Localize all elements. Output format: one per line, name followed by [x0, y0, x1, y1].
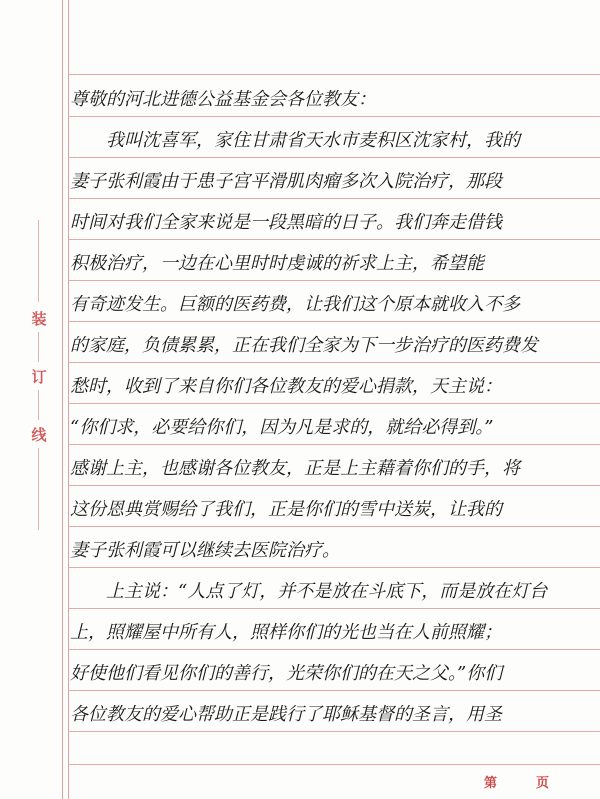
margin-rule-inner	[68, 0, 69, 799]
ruled-line	[68, 198, 600, 199]
ruled-line	[68, 74, 600, 75]
letter-salutation: 尊敬的河北进德公益基金会各位教友：	[70, 89, 376, 110]
letter-line: 的家庭，负债累累，正在我们全家为下一步治疗的医药费发	[70, 335, 538, 356]
binding-dash	[38, 220, 39, 302]
letter-quote: “你们求，必要给你们，因为凡是求的，就给必得到。”	[70, 417, 494, 438]
ruled-line	[68, 649, 600, 650]
letter-line: 好使他们看见你们的善行，光荣你们的在天之父。”你们	[70, 663, 503, 684]
binding-dash	[38, 448, 39, 530]
margin-rule-outer	[62, 0, 63, 799]
letter-line: 妻子张利霞可以继续去医院治疗。	[70, 540, 340, 561]
ruled-line	[68, 485, 600, 486]
letter-line: 积极治疗，一边在心里时时虔诚的祈求上主，希望能	[70, 253, 484, 274]
ruled-line	[68, 157, 600, 158]
ruled-line	[68, 567, 600, 568]
ruled-line	[68, 608, 600, 609]
letter-line: 愁时，收到了来自你们各位教友的爱心捐款，天主说：	[70, 376, 502, 397]
ruled-line	[68, 116, 600, 117]
ruled-line	[68, 444, 600, 445]
binding-label-xian: 线	[31, 426, 47, 444]
letter-line: 这份恩典赏赐给了我们，正是你们的雪中送炭，让我的	[70, 499, 502, 520]
letter-line: 时间对我们全家来说是一段黑暗的日子。我们奔走借钱	[70, 212, 502, 233]
ruled-line	[68, 764, 600, 765]
binding-label-zhuang: 装	[31, 310, 47, 328]
letter-line: 上主说：“人点了灯，并不是放在斗底下，而是放在灯台	[70, 581, 548, 602]
letter-line: 妻子张利霞由于患子宫平滑肌肉瘤多次入院治疗，那段	[70, 171, 502, 192]
ruled-line	[68, 690, 600, 691]
letter-line: 有奇迹发生。巨额的医药费，让我们这个原本就收入不多	[70, 294, 520, 315]
letter-line: 感谢上主，也感谢各位教友，正是上主藉着你们的手，将	[70, 458, 520, 479]
ruled-line	[68, 321, 600, 322]
letter-line: 上，照耀屋中所有人，照样你们的光也当在人前照耀；	[70, 622, 502, 643]
ruled-line	[68, 526, 600, 527]
ruled-line	[68, 403, 600, 404]
letter-line: 各位教友的爱心帮助正是践行了耶稣基督的圣言，用圣	[70, 704, 502, 725]
ruled-line	[68, 239, 600, 240]
page-number-prefix: 第	[484, 776, 498, 791]
binding-dash	[38, 332, 39, 362]
ruled-line	[68, 731, 600, 732]
binding-dash	[38, 390, 39, 420]
letter-line: 我叫沈喜军，家住甘肃省天水市麦积区沈家村，我的	[70, 130, 520, 151]
page-number-suffix: 页	[536, 776, 550, 791]
ruled-line	[68, 280, 600, 281]
binding-label-ding: 订	[31, 368, 47, 386]
ruled-line	[68, 362, 600, 363]
